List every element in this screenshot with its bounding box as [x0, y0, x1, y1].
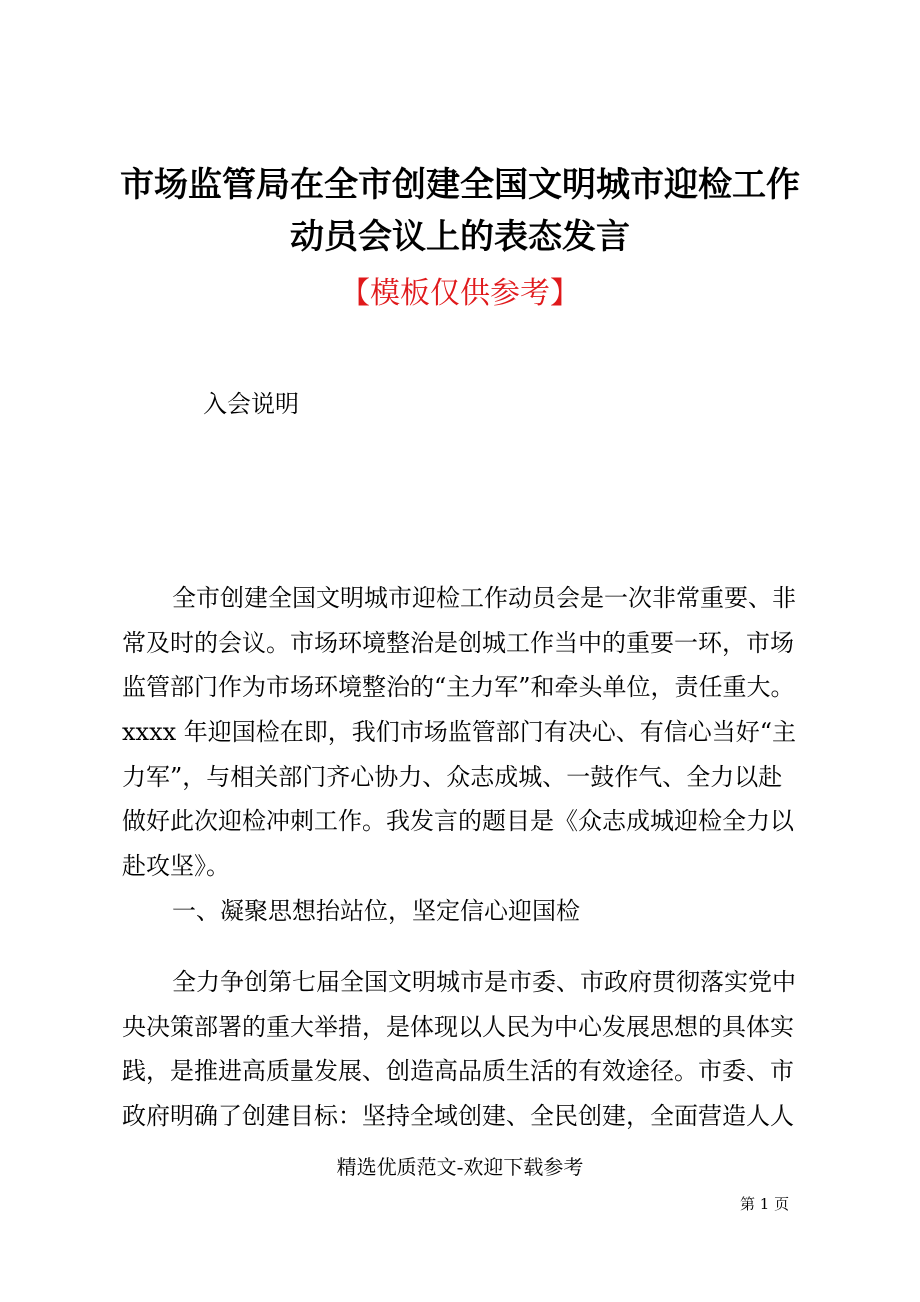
document-title-line-1: 市场监管局在全市创建全国文明城市迎检工作: [120, 165, 800, 205]
page-number: 第 1 页: [740, 1195, 790, 1213]
paragraph-line: 赴攻坚》。: [122, 852, 230, 881]
paragraph-line: 央决策部署的重大举措，是体现以人民为中心发展思想的具体实: [122, 1012, 794, 1041]
paragraph-line: 力军”，与相关部门齐心协力、众志成城、一鼓作气、全力以赴: [122, 762, 783, 791]
paragraph-1: [122, 576, 812, 934]
template-notice: 【模板仅供参考】: [340, 276, 580, 311]
paragraph-line: 政府明确了创建目标：坚持全域创建、全民创建，全面营造人人: [122, 1102, 794, 1131]
paragraph-line: 全力争创第七届全国文明城市是市委、市政府贯彻落实党中: [172, 968, 796, 996]
document-title-line-2: 动员会议上的表态发言: [290, 217, 630, 257]
paragraph-line: 全市创建全国文明城市迎检工作动员会是一次非常重要、非: [172, 584, 796, 612]
paragraph-line: 做好此次迎检冲刺工作。我发言的题目是《众志成城迎检全力以: [122, 807, 794, 836]
paragraph-line: 常及时的会议。市场环境整治是创城工作当中的重要一环，市场: [122, 628, 794, 657]
paragraph-line: xxxx 年迎国检在即，我们市场监管部门有决心、有信心当好“主: [122, 718, 797, 747]
intro-heading: 入会说明: [203, 390, 299, 418]
footer-note: 精选优质范文-欢迎下载参考: [336, 1155, 584, 1179]
paragraph-line: 监管部门作为市场环境整治的“主力军”和牵头单位，责任重大。: [122, 673, 795, 702]
paragraph-line: 践，是推进高质量发展、创造高品质生活的有效途径。市委、市: [122, 1057, 794, 1086]
section-heading-1: 一、凝聚思想抬站位，坚定信心迎国检: [172, 896, 580, 925]
paragraph-2: [122, 960, 812, 1139]
